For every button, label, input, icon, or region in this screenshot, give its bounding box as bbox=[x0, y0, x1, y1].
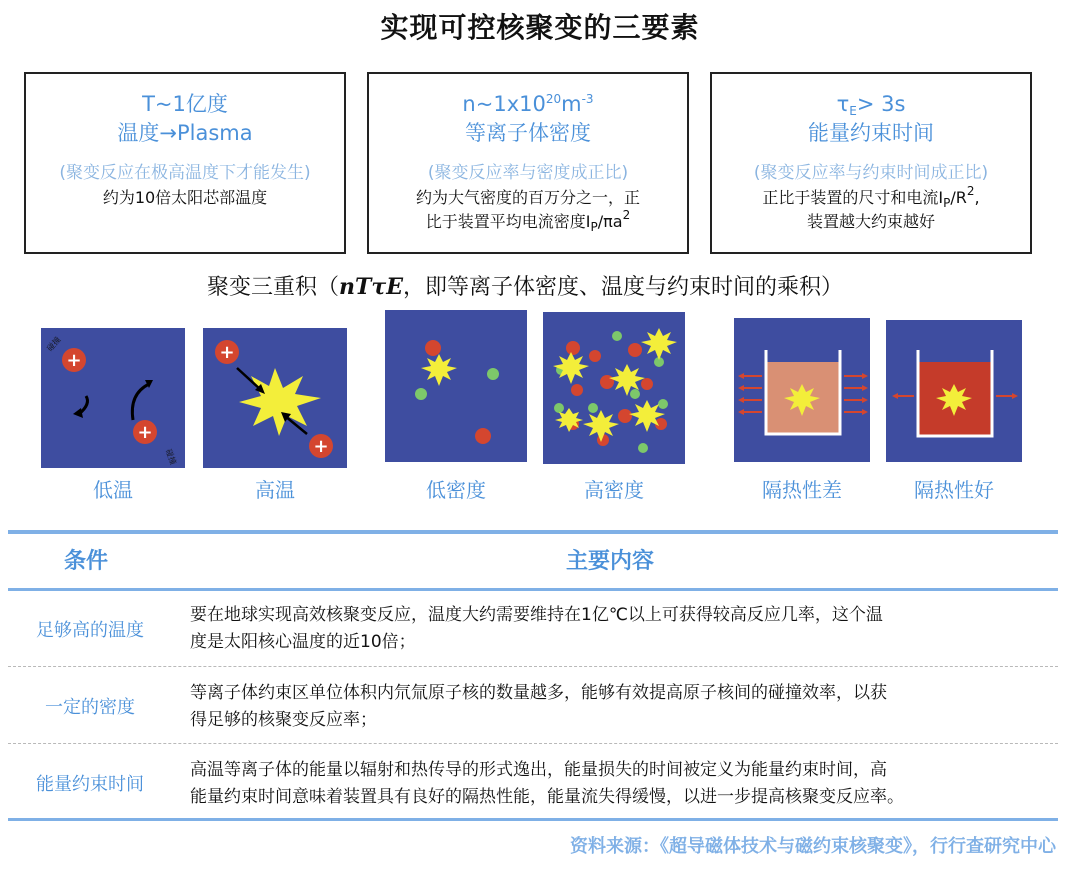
row-label-density: 一定的密度 bbox=[45, 697, 135, 718]
nucleus-dot bbox=[425, 340, 441, 356]
nucleus-icon bbox=[309, 434, 333, 458]
collision-label-2: 碰撞 bbox=[163, 447, 178, 466]
poor-insulation-panel bbox=[734, 318, 870, 462]
density-title: 等离子体密度 bbox=[465, 121, 591, 145]
row-divider bbox=[8, 666, 1058, 667]
triple-product-formula: nTτE bbox=[339, 274, 403, 300]
source-note: 资料来源：《超导磁体技术与磁约束核聚变》，行行查研究中心 bbox=[570, 836, 1056, 857]
high-density-panel bbox=[543, 312, 685, 464]
density-note: (聚变反应率与密度成正比) bbox=[427, 163, 629, 183]
triple-product-heading: 聚变三重积（nTτE，即等离子体密度、温度与约束时间的乘积） bbox=[207, 274, 843, 300]
high-temperature-panel bbox=[203, 328, 347, 468]
confinement-card bbox=[710, 72, 1032, 254]
temperature-value: T~1亿度 bbox=[142, 92, 228, 116]
nucleus-dot bbox=[475, 428, 491, 444]
page-title: 实现可控核聚变的三要素 bbox=[380, 11, 700, 44]
row-text-density: 等离子体约束区单位体积内氘氚原子核的数量越多，能够有效提高原子核间的碰撞效率，以获 得足够的核聚变反应率； bbox=[190, 683, 887, 730]
nucleus-icon bbox=[215, 340, 239, 364]
confinement-card-head bbox=[712, 90, 1030, 148]
row-text-temperature: 要在地球实现高效核聚变反应，温度大约需要维持在1亿℃以上可获得较高反应几率，这个温 度是太阳核心温度的近10倍； bbox=[190, 605, 883, 652]
row-divider bbox=[8, 743, 1058, 744]
row-label-temperature: 足够高的温度 bbox=[36, 620, 144, 641]
svg-text:+: + bbox=[219, 342, 235, 363]
panel-label-high-temperature: 高温 bbox=[255, 478, 295, 502]
panel-label-low-density: 低密度 bbox=[426, 478, 486, 502]
row-label-confinement: 能量约束时间 bbox=[36, 774, 144, 795]
nucleus-icon bbox=[62, 348, 86, 372]
temperature-note: (聚变反应在极高温度下才能发生) bbox=[59, 163, 311, 183]
temperature-title: 温度→Plasma bbox=[117, 121, 253, 145]
density-value: $n\sim 1x10^{20}m^{-3}$ bbox=[462, 92, 594, 116]
table-header-rule bbox=[8, 588, 1058, 591]
low-temperature-panel bbox=[41, 328, 185, 468]
temperature-card bbox=[24, 72, 346, 254]
density-desc: 约为大气密度的百万分之一，正 比于装置平均电流密度$I_P/\pi a^2$ bbox=[415, 188, 640, 234]
collision-label-1: 碰撞 bbox=[45, 335, 63, 354]
nucleus-icon bbox=[133, 420, 157, 444]
panel-label-high-density: 高密度 bbox=[584, 478, 644, 502]
good-insulation-panel bbox=[886, 320, 1022, 462]
table-top-rule bbox=[8, 530, 1058, 534]
row-text-confinement: 高温等离子体的能量以辐射和热传导的形式逸出，能量损失的时间被定义为能量约束时间，高 能量约束时间意味着装置具有良好的隔热性能，能量流失得缓慢，以进一步提高核聚变反应率。 bbox=[190, 760, 904, 807]
table-header-condition: 条件 bbox=[64, 549, 109, 574]
panel-label-good-insulation: 隔热性好 bbox=[914, 478, 994, 502]
confinement-desc: 正比于装置的尺寸和电流$I_P/R^2$, 装置越大约束越好 bbox=[762, 184, 980, 231]
density-card bbox=[367, 72, 689, 254]
table-bottom-rule bbox=[8, 818, 1058, 821]
panel-label-low-temperature: 低温 bbox=[93, 478, 133, 502]
svg-text:+: + bbox=[313, 436, 329, 457]
fuel-dot bbox=[415, 388, 427, 400]
fuel-dot bbox=[487, 368, 499, 380]
temperature-card-head bbox=[26, 90, 344, 148]
svg-text:+: + bbox=[137, 422, 153, 443]
panel-label-poor-insulation: 隔热性差 bbox=[762, 478, 842, 502]
table-header-content: 主要内容 bbox=[566, 549, 655, 574]
temperature-desc: 约为10倍太阳芯部温度 bbox=[102, 188, 268, 207]
low-density-panel bbox=[385, 310, 527, 462]
svg-text:+: + bbox=[66, 350, 82, 371]
density-card-head bbox=[369, 90, 687, 148]
confinement-note: (聚变反应率与约束时间成正比) bbox=[753, 163, 989, 183]
confinement-value: $\tau_E> 3s$ bbox=[836, 92, 906, 118]
confinement-title: 能量约束时间 bbox=[808, 121, 934, 145]
